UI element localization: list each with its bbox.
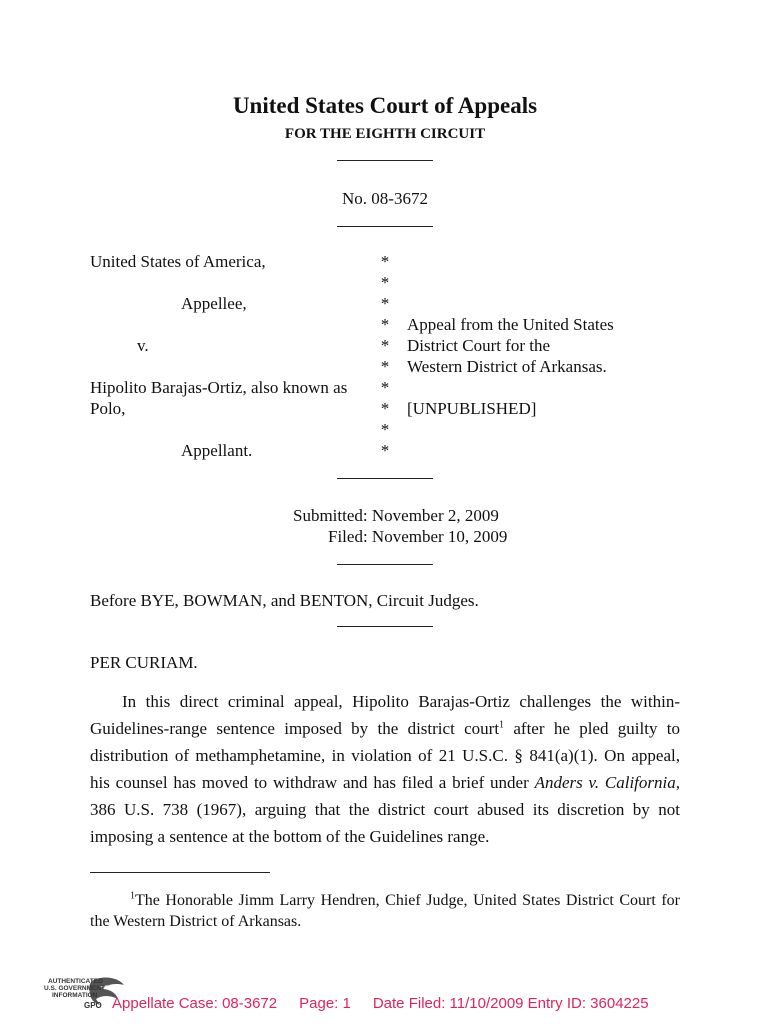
case-number: No. 08-3672 [342, 189, 428, 208]
footer-page: Page: 1 [299, 995, 351, 1012]
caption-star: * [380, 399, 390, 418]
divider [337, 160, 433, 161]
ecf-footer [112, 995, 671, 1012]
footnote-marker: 1 [130, 890, 135, 902]
caption-star: * [380, 420, 390, 439]
circuit-subtitle: FOR THE EIGHTH CIRCUIT [284, 126, 486, 142]
footer-filed: Date Filed: 11/10/2009 Entry ID: 3604225 [372, 995, 649, 1012]
caption-star: * [380, 378, 390, 397]
divider [337, 226, 433, 227]
appellant-role: Appellant. [181, 441, 253, 460]
court-title: United States Court of Appeals [232, 93, 538, 118]
appellee-role: Appellee, [181, 294, 247, 313]
caption-star: * [380, 294, 390, 313]
appeal-from-line1: Appeal from the United States [407, 315, 614, 334]
submitted-date: Submitted: November 2, 2009 [293, 506, 499, 525]
paragraph-text: after he pled guilty to distribution of methamphetamine, in violation of 21 U.S.C. § 841(a)(1). On appeal, his counsel has moved to withdraw and has filed a brief under [90, 719, 681, 792]
caption-star: * [380, 252, 390, 271]
appellee-name: United States of America, [90, 252, 266, 271]
footnote-text: The Honorable Jimm Larry Hendren, Chief Judge, United States District Court for the Western District of Arkansas. [90, 892, 680, 930]
panel-judges: Before BYE, BOWMAN, and BENTON, Circuit Judges. [90, 591, 479, 610]
appeal-from-line2: District Court for the [407, 336, 551, 355]
footnote [90, 890, 680, 932]
appellant-name-line2: Polo, [90, 399, 126, 418]
caption-star: * [380, 336, 390, 355]
caption-star: * [380, 357, 390, 376]
divider [337, 626, 433, 627]
gpo-line1: AUTHENTICATED [48, 978, 103, 985]
caption-star: * [380, 441, 390, 460]
versus: v. [137, 336, 149, 355]
per-curiam: PER CURIAM. [90, 653, 198, 672]
paragraph-text: In this direct criminal appeal, Hipolito Barajas-Ortiz challenges the within-Guidelines-range sentence imposed by the district court [90, 692, 680, 738]
opinion-paragraph [90, 688, 680, 850]
caption-star: * [380, 273, 390, 292]
appellant-name-line1: Hipolito Barajas-Ortiz, also known as [90, 378, 348, 397]
footer-case: Appellate Case: 08-3672 [112, 995, 278, 1012]
divider [337, 478, 433, 479]
gpo-line4: GPO [84, 1001, 102, 1010]
caption-star: * [380, 315, 390, 334]
gpo-line3: INFORMATION [52, 992, 98, 999]
paragraph-text: , 386 U.S. 738 (1967), arguing that the district court abused its discretion by not imposing a sentence at the bottom of the Guidelines range. [90, 773, 680, 846]
footnote-ref: 1 [499, 719, 505, 731]
appeal-from-line3: Western District of Arkansas. [407, 357, 607, 376]
case-citation: Anders v. California [534, 773, 676, 792]
filed-date: Filed: November 10, 2009 [328, 527, 508, 546]
footnote-divider [90, 872, 270, 873]
divider [337, 564, 433, 565]
gpo-line2: U.S. GOVERNMENT [44, 985, 106, 992]
unpublished-label: [UNPUBLISHED] [407, 399, 537, 418]
